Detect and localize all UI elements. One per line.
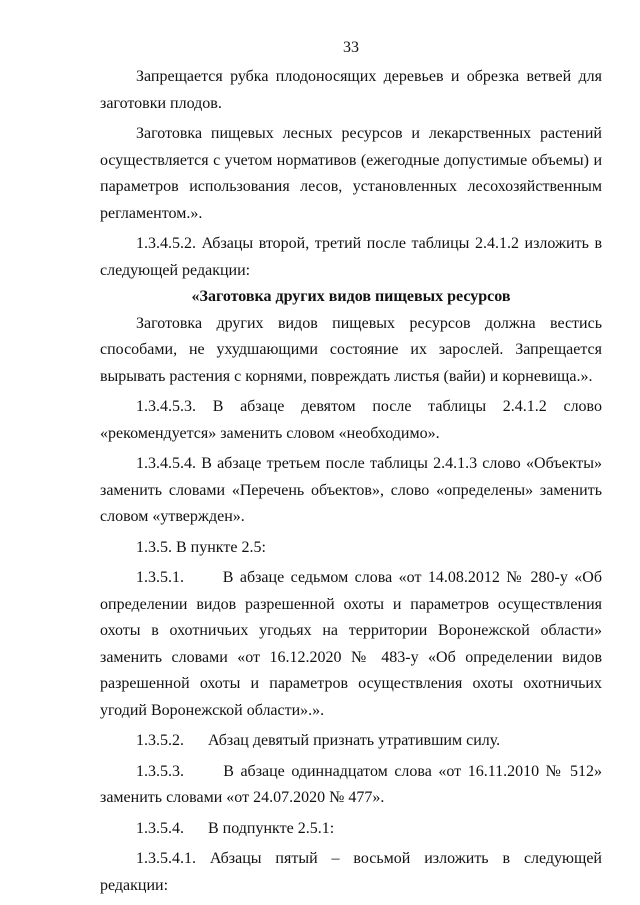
paragraph-1: Запрещается рубка плодоносящих деревьев и обрезка ветвей для заготовки плодов.: [100, 68, 602, 112]
paragraph-2: Заготовка пищевых лесных ресурсов и лекарственных растений осуществляется с учетом нормативов (ежегодные допустимые объемы) и параметров использования лесов, установленных лесохозяйственным регламентом.».: [100, 125, 602, 222]
paragraph-12: 1.3.5.4. В подпункте 2.5.1:: [136, 819, 335, 837]
paragraph-10: 1.3.5.2. Абзац девятый признать утратившим силу.: [136, 732, 501, 749]
paragraph-7: 1.3.4.5.4. В абзаце третьем после таблицы 2.4.1.3 слово «Объекты» заменить словами «Перечень объектов», слово «определены» заменить словом «утвержден».: [100, 455, 602, 525]
paragraph-8: 1.3.5. В пункте 2.5:: [136, 538, 266, 556]
paragraph-5: Заготовка других видов пищевых ресурсов должна вестись способами, не ухудшающими состояние их зарослей. Запрещается вырывать растения с корнями, повреждать листья (вайи) и корневища.».: [100, 314, 602, 385]
paragraph-11: 1.3.5.3. В абзаце одиннадцатом слова «от 16.11.2010 № 512» заменить словами «от 24.07.2020 № 477».: [100, 762, 602, 806]
page-number: 33: [343, 39, 359, 56]
paragraph-9: 1.3.5.1. В абзаце седьмом слова «от 14.08.2012 № 280-у «Об определении видов разрешенной охоты и параметров осуществления охоты в охотничьих угодьях на территории Воронежской области» заменить словами «от 16.12.2020 № 483-у «Об определении видов разрешенной охоты и параметров осуществления охоты охотничьих угодий Воронежской области».».: [100, 569, 602, 719]
section-heading: «Заготовка других видов пищевых ресурсов: [191, 288, 511, 305]
paragraph-3: 1.3.4.5.2. Абзацы второй, третий после таблицы 2.4.1.2 изложить в следующей редакции:: [100, 235, 602, 279]
paragraph-13: 1.3.5.4.1. Абзацы пятый – восьмой изложить в следующей редакции:: [100, 850, 602, 894]
paragraph-6: 1.3.4.5.3. В абзаце девятом после таблицы 2.4.1.2 слово «рекомендуется» заменить словом «необходимо».: [100, 398, 602, 442]
